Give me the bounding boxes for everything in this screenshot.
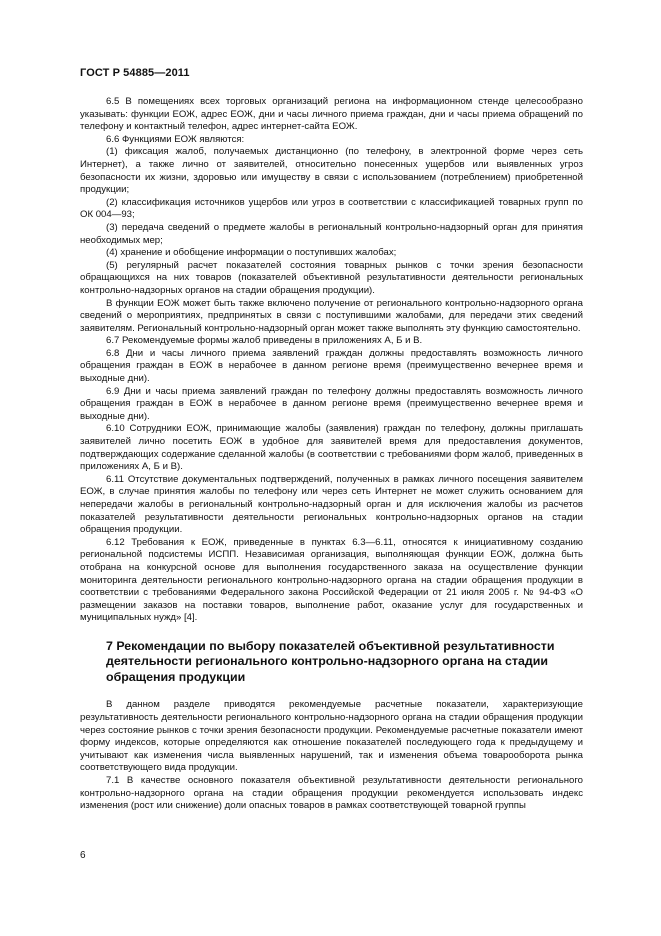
paragraph-6-5: 6.5 В помещениях всех торговых организаций региона на информационном стенде целесообразно указывать: функции ЕОЖ, адрес ЕОЖ, дни и часы личного приема граждан, дни и часы приема обращений по телефону и контактный телефон, адрес интернет-сайта ЕОЖ. xyxy=(80,96,583,133)
section-7-heading: 7 Рекомендации по выбору показателей объективной результативности деятельности регионального контрольно-надзорного органа на стадии обращения продукции xyxy=(106,638,555,684)
paragraph-7-1: 7.1 В качестве основного показателя объективной результативности деятельности регионального контрольно-надзорного органа на стадии обращения продукции рекомендуется использовать индекс изменения (рост или снижение) доли опасных товаров в рамках соответствующей товарной группы xyxy=(80,775,583,812)
list-item-2: (2) классификация источников ущербов или угроз в соответствии с классификацией товарных групп по ОК 004—93; xyxy=(80,196,583,221)
list-item-4: (4) хранение и обобщение информации о поступивших жалобах; xyxy=(106,247,397,259)
list-item-3: (3) передача сведений о предмете жалобы в региональный контрольно-надзорный орган для принятия необходимых мер; xyxy=(80,221,583,246)
paragraph-6-10: 6.10 Сотрудники ЕОЖ, принимающие жалобы (заявления) граждан по телефону, должны приглашать заявителей лично посетить ЕОЖ в удобное для заявителей время для предоставления документов, подтверждающих содержание сделанной жалобы (в соответствии с требованиями форм жалоб, приведенных в приложениях А, Б и В). xyxy=(80,423,583,473)
paragraph-6-11: 6.11 Отсутствие документальных подтверждений, полученных в рамках личного посещения заявителем ЕОЖ, в случае принятия жалобы по телефону или через сеть Интернет не может служить основанием для непередачи жалобы в региональный контрольно-надзорный орган и для исключения жалобы из расчетов показателей результативности деятельности региональных контрольно-надзорных органов на стадии обращения продукции. xyxy=(80,473,583,536)
paragraph-6-12: 6.12 Требования к ЕОЖ, приведенные в пунктах 6.3—6.11, относятся к инициативному созданию региональной подсистемы ИСПП. Независимая организация, выполняющая функции ЕОЖ, должна быть отобрана на конкурсной основе для выполнения государственного заказа на осуществление функции мониторинга деятельности регионального контрольно-надзорного органа на стадии обращения продукции в соответствии с требованиями Федерального закона Российской Федерации от 21 июля 2005 г. № 94-ФЗ «О размещении заказов на поставки товаров, выполнение работ, оказание услуг для государственных и муниципальных нужд» [4]. xyxy=(80,536,583,624)
list-item-5: (5) регулярный расчет показателей состояния товарных рынков с точки зрения безопасности обращающихся на них товаров (показателей объективной результативности деятельности региональных контрольно-надзорных органов на стадии обращения продукции). xyxy=(80,259,583,296)
document-header: ГОСТ Р 54885—2011 xyxy=(80,67,190,79)
paragraph-6-7: 6.7 Рекомендуемые формы жалоб приведены в приложениях А, Б и В. xyxy=(106,335,423,347)
paragraph-functions-note: В функции ЕОЖ может быть также включено получение от регионального контрольно-надзорного органа сведений о мероприятиях, предпринятых в связи с поступившими жалобами, для передачи этих сведений заявителям. Региональный контрольно-надзорный орган может также выполнять эту функцию самостоятельно. xyxy=(80,297,583,334)
paragraph-6-6: 6.6 Функциями ЕОЖ являются: xyxy=(106,133,245,145)
page-number: 6 xyxy=(80,850,86,861)
paragraph-6-9: 6.9 Дни и часы приема заявлений граждан по телефону должны предоставлять возможность личного обращения граждан в ЕОЖ в нерабочее в данном регионе время (преимущественно вечернее время и выходные дни). xyxy=(80,385,583,422)
paragraph-section-intro: В данном разделе приводятся рекомендуемые расчетные показатели, характеризующие результативность деятельности регионального контрольно-надзорного органа на стадии обращения продукции через состояние рынков с точки зрения безопасности продукции. Рекомендуемые расчетные показатели имеют форму индексов, которые определяются как отношение показателей последующего года к предыдущему и учитывают как изменения числа выявленных нарушений, так и изменения объема товарооборота рынка соответствующего вида продукции. xyxy=(80,699,583,774)
list-item-1: (1) фиксация жалоб, получаемых дистанционно (по телефону, в электронной форме через сеть Интернет), а также лично от заявителей, относительно понесенных ущербов или выявленных угроз безопасности их жизни, здоровью или имуществу в связи с использованием (потреблением) приобретенной продукции; xyxy=(80,146,583,196)
page-body xyxy=(80,96,583,813)
paragraph-6-8: 6.8 Дни и часы личного приема заявлений граждан должны предоставлять возможность личного обращения граждан в ЕОЖ в нерабочее в данном регионе время (преимущественно вечернее время и выходные дни). xyxy=(80,347,583,385)
